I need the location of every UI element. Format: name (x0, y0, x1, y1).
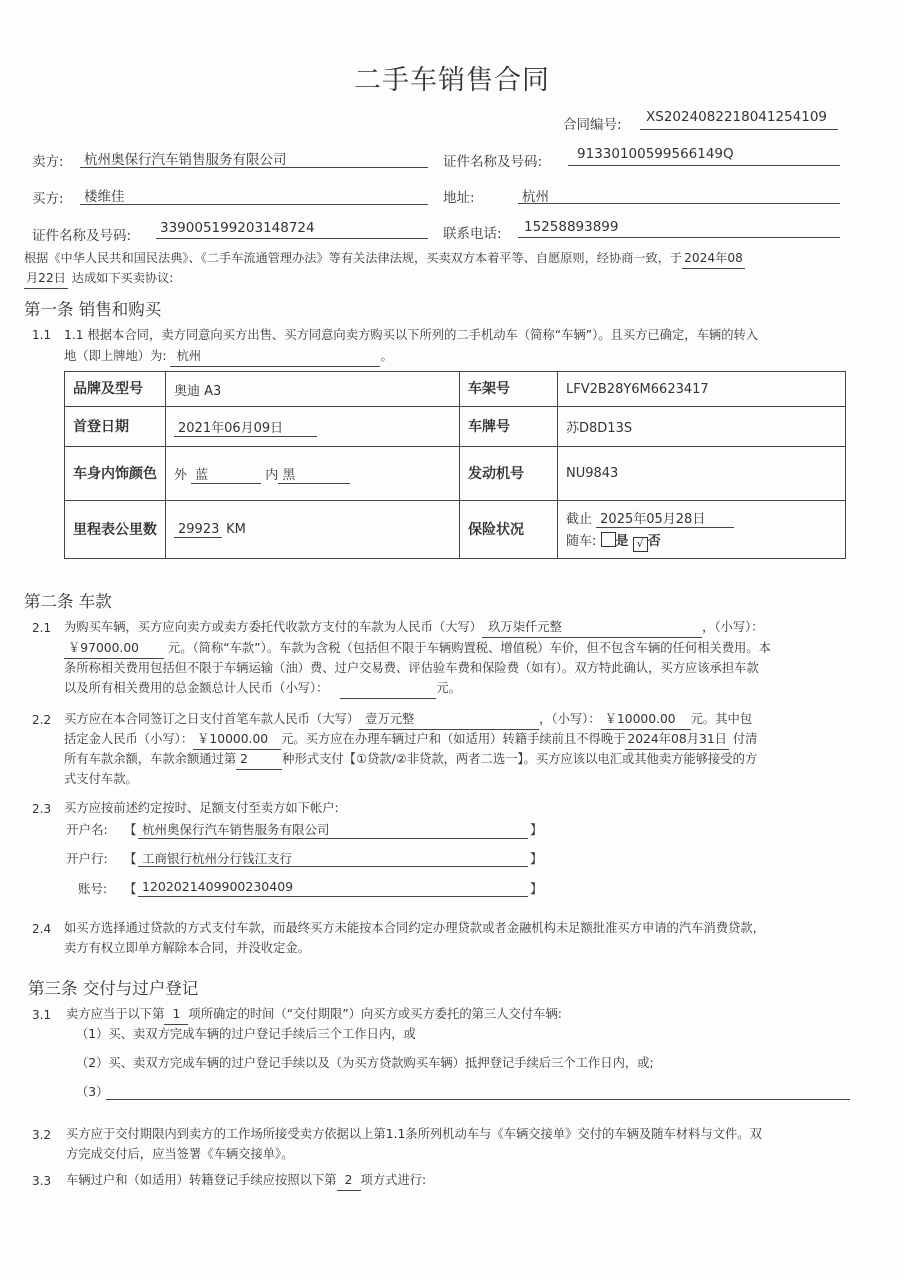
buyer-addr-underline (518, 203, 840, 204)
delivery-option-2: （2）买、卖双方完成车辆的过户登记手续以及（为买方贷款购买车辆）抵押登记手续后三个工作日内，或; (76, 1056, 654, 1070)
vin-label: 车架号 (460, 372, 558, 407)
clause-2-2-line-2: 括定金人民币（小写）： ￥10000.00 元。买方应在办理车辆过户和（如适用）转籍手续前且不得晚于 2024年08月31日 付清 (64, 729, 757, 750)
price-number: ￥97000.00 (64, 638, 164, 659)
buyer-phone-label: 联系电话: (443, 226, 502, 242)
deposit-number: ￥10000.00 (193, 729, 281, 750)
engine-value: NU9843 (558, 447, 846, 501)
contract-no-label: 合同编号: (563, 117, 622, 133)
buyer-label: 买方: (32, 191, 64, 207)
clause-2-4-line-1: 如买方选择通过贷款的方式支付车款，而最终买方未能按本合同约定办理贷款或者金融机构未足额批准买方申请的汽车消费贷款， (64, 921, 765, 935)
intro-line-2: 月22日 达成如下买卖协议: (24, 268, 173, 289)
buyer-value: 楼维佳 (84, 189, 125, 205)
bank-underline (138, 866, 528, 867)
buyer-phone-value: 15258893899 (524, 219, 619, 235)
insurance-cell: 截止 2025年05月28日 随车: 是 √ 否 (558, 501, 846, 559)
delivery-option-1: （1）买、卖双方完成车辆的过户登记手续后三个工作日内，或 (76, 1027, 416, 1041)
seller-value: 杭州奥保行汽车销售服务有限公司 (84, 152, 287, 168)
clause-3-2-line-1: 买方应于交付期限内到卖方的工作场所接受卖方依据以上第1.1条所列机动车与《车辆交接单》交付的车辆及随车材料与文件。双 (66, 1127, 762, 1141)
delivery-option-3-underline (106, 1099, 850, 1100)
delivery-option-3: （3） (76, 1085, 109, 1099)
clause-2-1-number: 2.1 (32, 621, 52, 635)
account-no-underline (138, 896, 528, 897)
article-3-heading: 第三条 交付与过户登记 (28, 979, 199, 998)
clause-3-2-number: 3.2 (32, 1128, 52, 1142)
article-2-heading: 第二条 车款 (24, 592, 112, 611)
seller-underline (80, 167, 428, 168)
first-payment-number: ￥10000.00 (601, 709, 691, 730)
clause-2-4-line-2: 卖方有权立即单方解除本合同，并没收定金。 (64, 941, 310, 955)
payoff-deadline: 2024年08月31日 (625, 729, 728, 750)
seller-id-value: 91330100599566149Q (577, 146, 734, 162)
insurance-yes-checkbox (601, 532, 616, 547)
clause-3-2-line-2: 方完成交付后，应当签署《车辆交接单》。 (66, 1147, 294, 1161)
buyer-id-label: 证件名称及号码: (32, 228, 132, 244)
odometer-value: 29923 (174, 522, 222, 538)
page-title: 二手车销售合同 (354, 65, 550, 96)
reg-date-value: 2021年06月09日 (174, 417, 317, 437)
plate-label: 车牌号 (460, 407, 558, 447)
transfer-option: 2 (337, 1170, 361, 1191)
account-no-value: 1202021409900230409 (142, 879, 294, 894)
intro-date-a: 2024年08 (682, 248, 745, 269)
clause-1-1-line-2: 地（即上牌地）为: 杭州 。 (64, 346, 393, 367)
account-name-value: 杭州奥保行汽车销售服务有限公司 (142, 822, 330, 837)
odometer-label: 里程表公里数 (65, 501, 166, 559)
clause-1-1-number: 1.1 (32, 328, 52, 342)
clause-3-1-text: 卖方应当于以下第 1 项所确定的时间（“交付期限”）向买方或买方委托的第三人交付车辆: (66, 1004, 562, 1025)
insurance-date: 2025年05月28日 (596, 508, 734, 528)
color-cell: 外 蓝 内 黑 (166, 447, 460, 501)
brand-label: 品牌及型号 (65, 372, 166, 407)
clause-2-2-line-1: 买方应在本合同签订之日支付首笔车款人民币（大写） 壹万元整 ，（小写）： ￥10000.00 元。其中包 (64, 709, 752, 730)
clause-2-2-line-3: 所有车款余额，车款余额通过第 2 种形式支付【①贷款/②非贷款，两者二选一】。买方应该以电汇或其他卖方能够接受的方 (64, 749, 757, 770)
buyer-id-underline (156, 238, 428, 239)
total-amount (340, 678, 436, 699)
vin-value: LFV2B28Y6M6623417 (558, 372, 846, 407)
contract-no-value: XS20240822180412541​09 (646, 109, 828, 125)
reg-date-label: 首登日期 (65, 407, 166, 447)
clause-2-1-line-2: ￥97000.00 元。（简称“车款”）。车款为含税（包括但不限于车辆购置税、增值税）车价，但不包含车辆的任何相关费用。本 (64, 638, 771, 659)
clause-1-1-line-1: 1.1 根据本合同，卖方同意向买方出售、买方同意向卖方购买以下所列的二手机动车（简称“车辆”）。且买方已确定，车辆的转入 (64, 328, 759, 342)
clause-2-1-line-4: 以及所有相关费用的总金额总计人民币（小写）： 元。 (64, 678, 461, 699)
engine-label: 发动机号 (460, 447, 558, 501)
first-payment-words: 壹万元整 (359, 709, 539, 730)
clause-2-3-number: 2.3 (32, 802, 52, 816)
contract-no-underline (640, 129, 838, 130)
vehicle-table (64, 371, 846, 559)
clause-2-3-text: 买方应按前述约定按时、足额支付至卖方如下帐户: (64, 801, 339, 815)
intro-line-1: 根据《中华人民共和国民法典》、《二手车流通管理办法》等有关法律法规，买卖双方本着平等、自愿原则，经协商一致，于 2024年08 (24, 248, 745, 269)
clause-2-2-number: 2.2 (32, 713, 52, 727)
interior-color: 黑 (278, 464, 350, 484)
payment-method: 2 (236, 749, 282, 770)
clause-2-4-number: 2.4 (32, 922, 52, 936)
account-name-label: 开户名: (66, 822, 108, 837)
insurance-no-checkbox: √ (633, 537, 648, 552)
plate-value: 苏D8D13S (558, 407, 846, 447)
insurance-label: 保险状况 (460, 501, 558, 559)
account-name-underline (138, 838, 528, 839)
clause-3-3-number: 3.3 (32, 1174, 52, 1188)
buyer-underline (80, 204, 428, 205)
clause-2-1-line-1: 为购买车辆，买方应向卖方或卖方委托代收款方支付的车款为人民币（大写） 玖万柒仟元整 ，（小写）： (64, 617, 764, 638)
clause-3-1-number: 3.1 (32, 1008, 52, 1022)
delivery-option: 1 (164, 1004, 188, 1025)
exterior-color: 蓝 (191, 464, 261, 484)
buyer-addr-label: 地址: (443, 190, 475, 206)
reg-date-cell (166, 407, 460, 447)
buyer-phone-underline (518, 237, 840, 238)
intro-date-b: 月22日 (24, 268, 68, 289)
account-no-label: 账号: (78, 881, 108, 896)
article-1-heading: 第一条 销售和购买 (24, 300, 162, 319)
transfer-place: 杭州 (170, 346, 380, 367)
seller-id-underline (568, 165, 840, 166)
seller-label: 卖方: (32, 154, 64, 170)
clause-2-1-line-3: 条所称相关费用包括但不限于车辆运输（油）费、过户交易费、评估验车费和保险费（如有）。双方特此确认，买方应该承担车款 (64, 661, 759, 675)
clause-3-3-text: 车辆过户和（如适用）转籍登记手续应按照以下第 2 项方式进行: (66, 1170, 426, 1191)
brand-value: 奥迪 A3 (166, 372, 460, 407)
seller-id-label: 证件名称及号码: (443, 154, 543, 170)
bank-value: 工商银行杭州分行钱江支行 (142, 851, 293, 866)
color-label: 车身内饰颜色 (65, 447, 166, 501)
buyer-id-value: 339005199203148724 (160, 220, 315, 236)
bank-label: 开户行: (66, 851, 108, 866)
buyer-addr-value: 杭州 (522, 189, 549, 205)
clause-2-2-line-4: 式支付车款。 (64, 772, 138, 786)
odometer-cell: 29923 KM (166, 501, 460, 559)
price-words: 玖万柒仟元整 (482, 617, 702, 638)
